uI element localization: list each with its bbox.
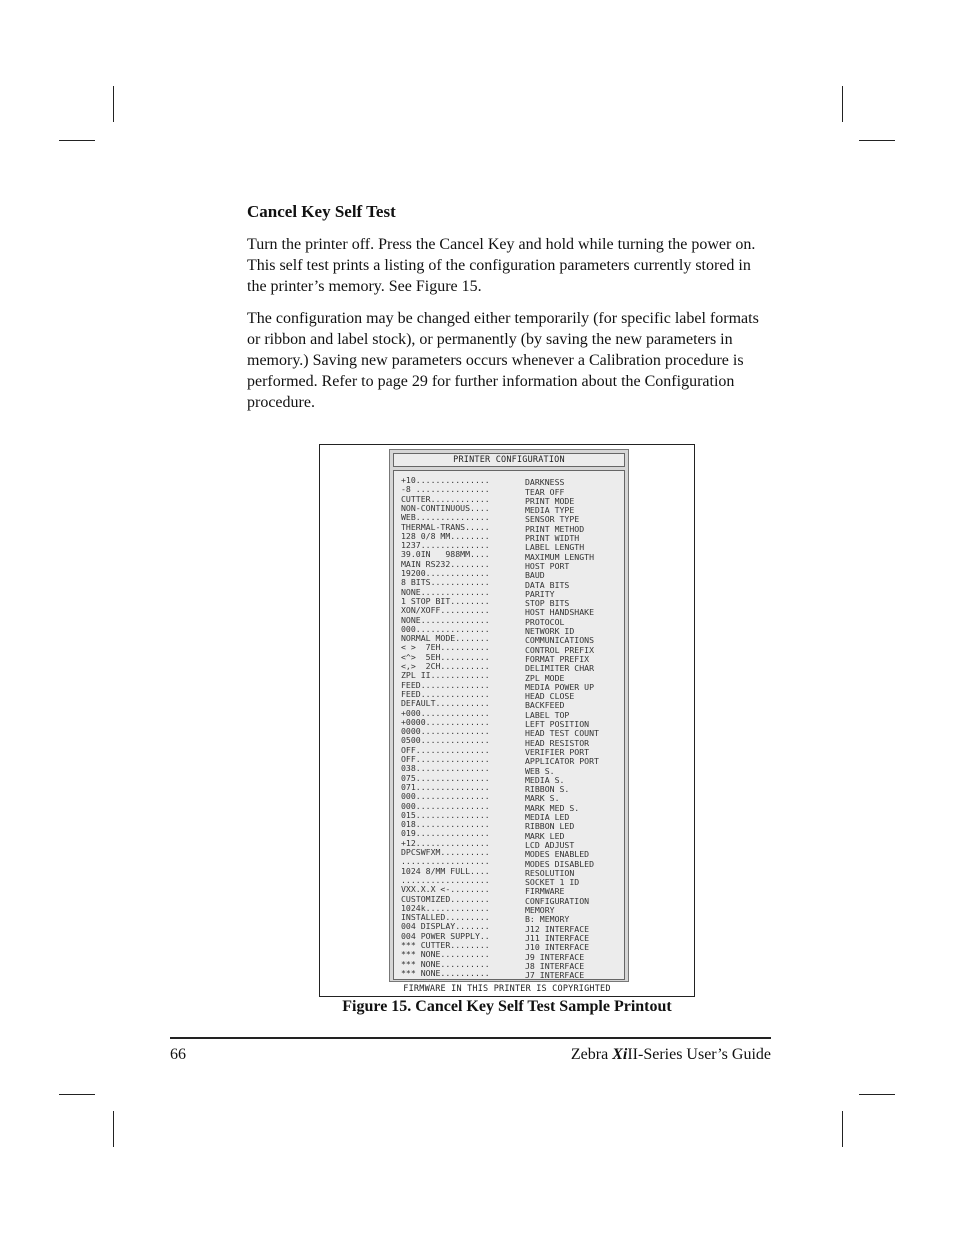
config-row — [401, 495, 574, 504]
config-row — [401, 774, 564, 783]
config-label: DARKNESS — [525, 477, 565, 488]
config-label: J10 INTERFACE — [525, 942, 590, 953]
config-value: 004 DISPLAY....... — [401, 922, 490, 932]
config-value: CUSTOMIZED........ — [401, 894, 490, 904]
config-value: OFF............... — [401, 745, 490, 755]
config-row — [401, 643, 595, 655]
config-value: MAIN RS232........ — [401, 559, 490, 569]
config-value: ZPL II............ — [401, 671, 490, 681]
config-label: DATA BITS — [525, 579, 570, 590]
crop-mark — [842, 1111, 843, 1147]
config-row — [401, 616, 564, 625]
config-row — [401, 867, 574, 876]
config-label: TEAR OFF — [525, 486, 565, 497]
config-value: 39.0IN 988MM.... — [401, 550, 490, 560]
config-row — [401, 848, 590, 860]
config-value: DEFAULT........... — [401, 699, 490, 709]
config-row — [401, 875, 580, 888]
configuration-paragraph: The configuration may be changed either temporarily (for specific label formats or ribbon and label stock), or permanently (by saving the new parameters in memory.) Saving new parameters occurs whenever a Calibration procedure is performed. Refer to page 29 for further information about the Configuration procedure. — [247, 310, 759, 411]
config-value: NONE.............. — [401, 615, 490, 625]
config-row — [401, 588, 555, 597]
config-label: MODES ENABLED — [525, 849, 590, 860]
config-value: 0500.............. — [401, 736, 490, 746]
config-label: SOCKET 1 ID — [525, 877, 580, 888]
config-label: BACKFEED — [525, 700, 565, 711]
config-value: 1237.............. — [401, 541, 490, 551]
config-row — [401, 829, 565, 841]
crop-mark — [859, 1094, 895, 1095]
crop-mark — [859, 140, 895, 141]
config-value: <^> 5EH.......... — [401, 652, 490, 662]
config-value: +12............... — [401, 838, 490, 848]
printout-header: PRINTER CONFIGURATION — [393, 453, 625, 467]
config-value: .................. — [401, 857, 490, 867]
config-label: WEB S. — [525, 765, 555, 776]
config-value: 000............... — [401, 792, 490, 802]
config-label: MEDIA TYPE — [525, 505, 575, 516]
config-row — [401, 913, 570, 925]
config-label: MARK S. — [525, 793, 560, 804]
config-label: J7 INTERFACE — [525, 970, 585, 981]
config-row — [401, 550, 595, 562]
config-value: NONE.............. — [401, 587, 490, 597]
config-row — [401, 802, 579, 811]
config-row — [401, 932, 589, 941]
config-value: 1024 8/MM FULL.... — [401, 866, 490, 876]
config-label: PRINT MODE — [525, 495, 575, 506]
config-label: PRINT METHOD — [525, 523, 585, 534]
config-value: 8 BITS............ — [401, 578, 490, 588]
config-value: 038............... — [401, 764, 490, 774]
guide-prefix: Zebra — [570, 1046, 613, 1063]
crop-mark — [113, 86, 114, 122]
config-label: FORMAT PREFIX — [525, 653, 590, 664]
config-value: 015............... — [401, 810, 490, 820]
config-row — [401, 755, 599, 767]
config-label: CONTROL PREFIX — [525, 644, 595, 655]
config-value: 018............... — [401, 820, 490, 830]
config-value: 1024k............. — [401, 903, 490, 913]
config-row — [401, 560, 569, 569]
config-row — [401, 736, 590, 748]
config-label: MEDIA POWER UP — [525, 681, 595, 692]
guide-suffix: II-Series User’s Guide — [627, 1046, 771, 1063]
config-label: BAUD — [525, 570, 545, 581]
config-row — [401, 634, 595, 646]
figure-caption: Figure 15. Cancel Key Self Test Sample Printout — [342, 998, 672, 1015]
config-label: RIBBON S. — [525, 784, 570, 795]
config-label: J12 INTERFACE — [525, 923, 590, 934]
config-value: OFF............... — [401, 755, 490, 764]
config-row — [401, 717, 590, 730]
config-label: DELIMITER CHAR — [525, 663, 595, 674]
config-row — [401, 782, 570, 795]
crop-mark — [59, 140, 95, 141]
config-label: HEAD CLOSE — [525, 691, 575, 702]
config-label: MODES DISABLED — [525, 858, 595, 869]
config-value: NON-CONTINUOUS.... — [401, 503, 490, 513]
config-row — [401, 746, 589, 755]
config-label: SENSOR TYPE — [525, 514, 580, 525]
config-row — [401, 810, 570, 823]
config-value: 071............... — [401, 782, 490, 792]
config-row — [401, 523, 584, 532]
config-value: DPCSWFXM.......... — [401, 848, 490, 857]
config-row — [401, 885, 565, 897]
config-value: CUTTER............ — [401, 494, 490, 504]
config-label: VERIFIER PORT — [525, 746, 590, 757]
config-label: LEFT POSITION — [525, 719, 590, 730]
config-row — [401, 839, 574, 848]
config-label: B: MEMORY — [525, 914, 570, 925]
config-label: STOP BITS — [525, 598, 570, 609]
config-value: 000............... — [401, 801, 490, 811]
config-value: *** NONE.......... — [401, 959, 490, 969]
crop-mark — [113, 1111, 114, 1147]
config-label: HEAD TEST COUNT — [525, 728, 599, 739]
config-value: NORMAL MODE....... — [401, 634, 490, 644]
config-value: <,> 2CH.......... — [401, 662, 490, 671]
config-value: 128 0/8 MM........ — [401, 531, 490, 541]
config-value: FEED.............. — [401, 689, 490, 699]
config-value: 1 STOP BIT........ — [401, 596, 490, 606]
config-value: .................. — [401, 875, 490, 885]
config-row — [401, 541, 585, 553]
config-row — [401, 662, 595, 674]
config-row — [401, 596, 570, 609]
config-label: FIRMWARE — [525, 886, 565, 897]
config-value: VXX.X.X <-........ — [401, 885, 490, 895]
config-value: +000.............. — [401, 708, 490, 718]
config-row — [401, 699, 565, 711]
config-label: J11 INTERFACE — [525, 932, 590, 943]
config-label: CONFIGURATION — [525, 895, 590, 906]
config-row — [401, 578, 570, 590]
config-value: 0000.............. — [401, 727, 490, 737]
config-row — [401, 671, 565, 683]
config-value: < > 7EH.......... — [401, 643, 490, 653]
config-row — [401, 950, 585, 962]
config-label: MEMORY — [525, 905, 555, 916]
config-row — [401, 960, 584, 969]
config-label: HEAD RESISTOR — [525, 737, 590, 748]
config-row — [401, 941, 590, 953]
config-label: ZPL MODE — [525, 672, 565, 683]
config-value: 19200............. — [401, 569, 490, 578]
config-value: 000............... — [401, 624, 490, 634]
config-row — [401, 922, 590, 934]
guide-model: Xi — [612, 1046, 628, 1063]
config-value: *** NONE.......... — [401, 968, 490, 978]
config-label: COMMUNICATIONS — [525, 635, 595, 646]
config-value: +0000............. — [401, 717, 490, 727]
config-row — [401, 764, 555, 776]
config-value: THERMAL-TRANS..... — [401, 522, 490, 532]
config-value: *** CUTTER........ — [401, 941, 490, 950]
config-label: PRINT WIDTH — [525, 533, 580, 544]
config-label: LABEL TOP — [525, 709, 570, 720]
footer-rule — [170, 1037, 771, 1039]
config-value: -8 ............... — [401, 485, 490, 495]
config-label: MARK MED S. — [525, 802, 580, 813]
config-label: RIBBON LED — [525, 821, 575, 832]
config-row — [401, 569, 545, 581]
section-title: Cancel Key Self Test — [247, 202, 396, 221]
config-label: MEDIA S. — [525, 774, 565, 785]
config-value: XON/XOFF.......... — [401, 606, 490, 616]
config-label: APPLICATOR PORT — [525, 756, 599, 767]
config-row — [401, 792, 560, 804]
config-row — [401, 689, 575, 702]
crop-mark — [59, 1094, 95, 1095]
config-row — [401, 476, 565, 488]
config-value: 075............... — [401, 773, 490, 783]
config-label: LCD ADJUST — [525, 839, 575, 850]
config-row — [401, 485, 565, 497]
config-label: NETWORK ID — [525, 626, 575, 637]
config-label: LABEL LENGTH — [525, 542, 585, 553]
config-label: PARITY — [525, 588, 555, 599]
config-row — [401, 968, 585, 981]
config-label: PROTOCOL — [525, 616, 565, 627]
config-label: HOST HANDSHAKE — [525, 607, 595, 618]
config-label: MEDIA LED — [525, 812, 570, 823]
page-number: 66 — [170, 1046, 186, 1063]
config-row — [401, 624, 575, 637]
config-value: +10............... — [401, 476, 490, 485]
config-row — [401, 513, 580, 525]
config-value: FEED.............. — [401, 680, 490, 690]
config-value: 019............... — [401, 829, 490, 839]
config-value: *** NONE.......... — [401, 950, 490, 960]
config-row — [401, 903, 555, 916]
config-row — [401, 681, 594, 690]
config-label: RESOLUTION — [525, 867, 575, 878]
config-value: 004 POWER SUPPLY.. — [401, 931, 490, 941]
config-row — [401, 709, 569, 718]
printout-body — [393, 470, 625, 980]
config-value: WEB............... — [401, 513, 490, 523]
config-label: J9 INTERFACE — [525, 951, 585, 962]
config-row — [401, 895, 589, 904]
guide-title — [571, 1046, 771, 1064]
config-row — [401, 606, 595, 618]
configuration-printout — [389, 449, 629, 982]
config-row — [401, 503, 575, 516]
intro-paragraph: Turn the printer off. Press the Cancel Key and hold while turning the power on. This self test prints a listing of the configuration parameters currently stored in the printer’s memory. See Figure 15. — [247, 236, 756, 295]
config-row — [401, 820, 575, 832]
config-label: MARK LED — [525, 830, 565, 841]
config-label: HOST PORT — [525, 560, 570, 571]
crop-mark — [842, 86, 843, 122]
config-label: J8 INTERFACE — [525, 960, 585, 971]
config-row — [401, 653, 589, 662]
printout-footer: FIRMWARE IN THIS PRINTER IS COPYRIGHTED — [403, 984, 611, 994]
config-row — [401, 857, 595, 869]
config-value: INSTALLED......... — [401, 913, 490, 923]
config-label: MAXIMUM LENGTH — [525, 551, 595, 562]
config-row — [401, 727, 599, 739]
config-row — [401, 531, 580, 544]
